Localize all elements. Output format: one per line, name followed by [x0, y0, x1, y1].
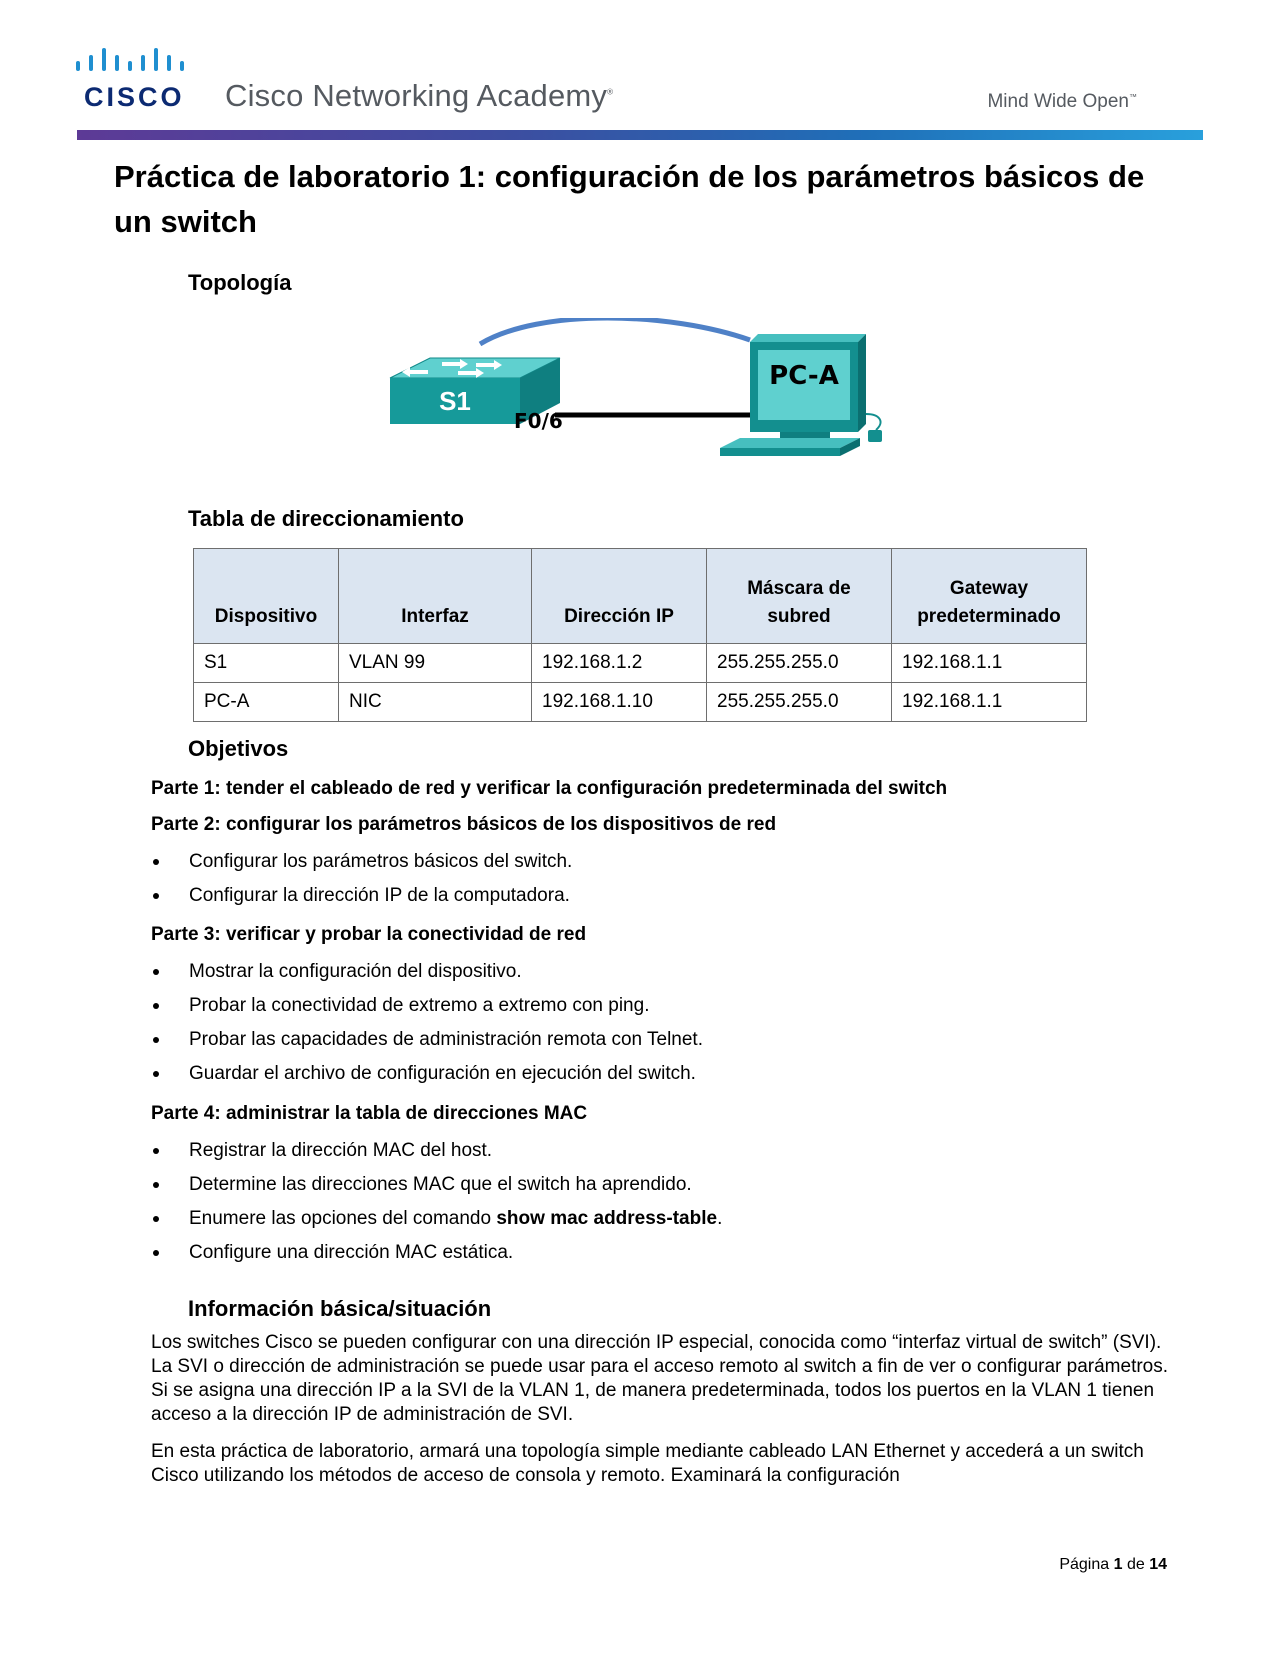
- tagline: Mind Wide Open™: [987, 91, 1137, 112]
- col-header: Interfaz: [339, 549, 532, 644]
- switch-label: S1: [439, 386, 471, 416]
- part-2-list: [151, 849, 572, 917]
- list-item: Configure una dirección MAC estática.: [151, 1240, 722, 1274]
- col-header: Dispositivo: [194, 549, 339, 644]
- page-title: Práctica de laboratorio 1: configuración de los parámetros básicos de un switch: [114, 159, 1145, 239]
- topology-heading: Topología: [188, 270, 292, 295]
- table-cell: S1: [194, 644, 339, 683]
- col-header: Gateway predeterminado: [892, 549, 1087, 644]
- table-cell: 192.168.1.1: [892, 683, 1087, 722]
- pc-icon: [720, 334, 882, 456]
- table-cell: VLAN 99: [339, 644, 532, 683]
- part-1-title: Parte 1: tender el cableado de red y verificar la configuración predeterminada del switch: [151, 778, 948, 799]
- table-row: [194, 683, 1087, 722]
- part-4-title: Parte 4: administrar la tabla de direcciones MAC: [151, 1103, 588, 1124]
- cisco-bridge-logo-icon: [76, 48, 186, 78]
- page-number: Página 1 de 14: [1059, 1556, 1167, 1573]
- table-cell: 255.255.255.0: [707, 644, 892, 683]
- list-item: Mostrar la configuración del dispositivo.: [151, 959, 703, 993]
- col-header: Máscara de subred: [707, 549, 892, 644]
- part-3-list: [151, 959, 703, 1095]
- console-cable: [480, 318, 750, 344]
- background-heading: Información básica/situación: [188, 1296, 492, 1321]
- table-row: [194, 644, 1087, 683]
- list-item: Configurar la dirección IP de la computadora.: [151, 883, 572, 917]
- table-cell: 255.255.255.0: [707, 683, 892, 722]
- addressing-table: [193, 548, 1087, 722]
- background-paragraph-1: Los switches Cisco se pueden configurar con una dirección IP especial, conocida como “interfaz virtual de switch” (SVI). La SVI o dirección de administración se puede usar para el acceso remoto al switch a fin de ver o configurar parámetros. Si se asigna una dirección IP a la SVI de la VLAN 1, de manera predeterminada, todos los puertos en la VLAN 1 tienen acceso a la dirección IP de administración de SVI.: [151, 1332, 1169, 1425]
- list-item: Probar las capacidades de administración remota con Telnet.: [151, 1027, 703, 1061]
- list-item: Enumere las opciones del comando show mac address-table.: [151, 1206, 722, 1240]
- list-item: Probar la conectividad de extremo a extremo con ping.: [151, 993, 703, 1027]
- part-4-list: [151, 1138, 722, 1274]
- port-label: F0/6: [514, 409, 563, 433]
- academy-title: Cisco Networking Academy®: [225, 78, 614, 113]
- table-cell: 192.168.1.2: [532, 644, 707, 683]
- table-cell: NIC: [339, 683, 532, 722]
- background-paragraph-2: En esta práctica de laboratorio, armará una topología simple mediante cableado LAN Ethernet y accederá a un switch Cisco utilizando los métodos de acceso de consola y remoto. Examinará la configuración: [151, 1441, 1144, 1486]
- list-item: Determine las direcciones MAC que el switch ha aprendido.: [151, 1172, 722, 1206]
- list-item: Configurar los parámetros básicos del switch.: [151, 849, 572, 883]
- list-item: Guardar el archivo de configuración en ejecución del switch.: [151, 1061, 703, 1095]
- topology-diagram: [380, 318, 900, 478]
- objectives-heading: Objetivos: [188, 736, 289, 761]
- table-cell: PC-A: [194, 683, 339, 722]
- command-name: show mac address-table: [496, 1208, 718, 1229]
- table-header-row: [194, 549, 1087, 644]
- col-header: Dirección IP: [532, 549, 707, 644]
- list-item: Registrar la dirección MAC del host.: [151, 1138, 722, 1172]
- part-2-title: Parte 2: configurar los parámetros básicos de los dispositivos de red: [151, 814, 777, 835]
- addressing-heading: Tabla de direccionamiento: [188, 506, 464, 531]
- cisco-logo-text: CISCO: [84, 82, 185, 112]
- table-cell: 192.168.1.10: [532, 683, 707, 722]
- part-3-title: Parte 3: verificar y probar la conectividad de red: [151, 924, 587, 945]
- pc-label: PC-A: [769, 361, 839, 391]
- header-color-bar: [77, 130, 1203, 140]
- table-cell: 192.168.1.1: [892, 644, 1087, 683]
